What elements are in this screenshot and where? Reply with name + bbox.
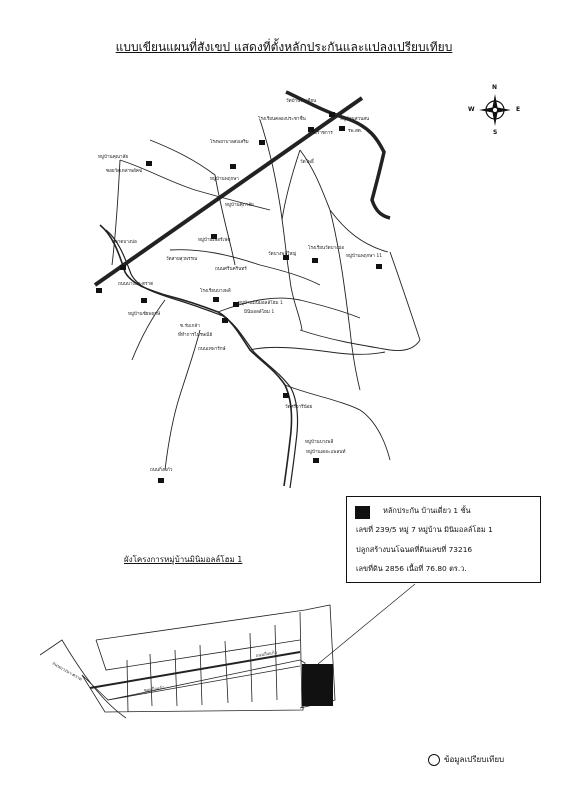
map-label: หมู่บ้านบางพลี [305,440,334,445]
map-label: ถนนบางนา-ตราด [118,282,154,287]
legend-line-2: เลขที่ 239/5 หมู่ 7 หมู่บ้าน มินิมอลล์โฮม 1 [356,525,493,534]
collateral-legend [346,496,541,583]
map-label: หมู่บ้านศุภาลัย [225,203,254,208]
map-label: มินิมอลล์โฮม 1 [244,310,275,315]
map-label: โรงเรียนบางพลี [200,289,231,294]
plan-road-label: ถนนบางนา-ตราด [51,661,83,683]
site-plan [40,605,335,718]
leader-lines [112,570,415,664]
plan-road-label: ซอยกิ่งแก้ว [143,685,166,694]
map-label: โรงเรียนวัดบางบ่อ [308,246,345,251]
map-label: วัดบางพลีใหญ่ [268,252,297,257]
collateral-swatch [355,506,370,519]
map-label: หมู่บ้านคุณาลัย [98,155,129,160]
map-title: แบบเขียนแผนที่สังเขป แสดงที่ตั้งหลักประกันและแปลงเปรียบเทียบ [115,40,453,54]
map-roads [95,92,420,488]
map-label: โรงเรียนคลองประชาชื่น [258,117,306,122]
map-label: ที่ทำการไปรษณีย์ [178,333,213,338]
map-label: วัดสายสุวพรรณ [166,257,198,262]
map-label: รพ.สต. [348,129,363,134]
plan-subtitle: ผังโครงการหมู่บ้านมินิมอลล์โฮม 1 [124,555,243,564]
map-label: หมู่บ้านพฤกษา 11 [346,254,383,259]
collateral-parcel [302,664,333,706]
map-label: ศูนย์ราชการ [308,131,333,136]
map-label: ซอยวัดเหล่าพยัคฆ์ [106,169,143,174]
legend-line-3: ปลูกสร้างบนโฉนดที่ดินเลขที่ 73216 [356,545,473,554]
map-label: โรงพยาบาลส่งเสริม [210,140,249,145]
compass-s-label: S [493,129,498,136]
map-label: หมู่บ้านพฤกษา [210,177,239,182]
map-landmarks [96,112,382,483]
map-label: ตลาดบางบ่อ [112,240,137,245]
plan-road-label: ถนนกิ่งแก้ว [255,650,278,659]
compass-e-label: E [516,106,521,113]
map-label: ถนนเทพารักษ์ [198,347,226,352]
footnote-label: ข้อมูลเปรียบเทียบ [444,755,505,764]
compass-w-label: W [468,106,475,113]
legend-line-1: หลักประกัน บ้านเดี่ยว 1 ชั้น [383,506,471,515]
map-label: หมู่บ้านสวนสน [340,117,370,122]
map-label: ถนนกิ่งแก้ว [150,468,173,473]
map-label: วัดโพธิ์ [300,160,314,165]
comparison-footnote [428,753,504,766]
map-label: หมู่บ้านชัยพฤกษ์ [128,312,161,317]
compass-n-label: N [492,84,498,91]
map-label: วัดบ้านท่าเตียน [286,99,317,104]
map-label: ถนนศรีนครินทร์ [215,267,247,272]
circle-marker-icon [428,754,440,766]
map-label: ซ.ร่มเกล้า [180,324,200,329]
map-label: หมู่บ้านเดอะแพลนท์ [306,450,346,455]
map-label: หมู่บ้านมินิมอลล์โฮม 1 [238,301,283,306]
map-label: วัดศรีวารีน้อย [285,405,313,410]
legend-line-4: เลขที่ดิน 2856 เนื้อที่ 76.80 ตร.ว. [356,564,467,573]
map-label: หมู่บ้านเพอร์เฟค [198,238,231,243]
